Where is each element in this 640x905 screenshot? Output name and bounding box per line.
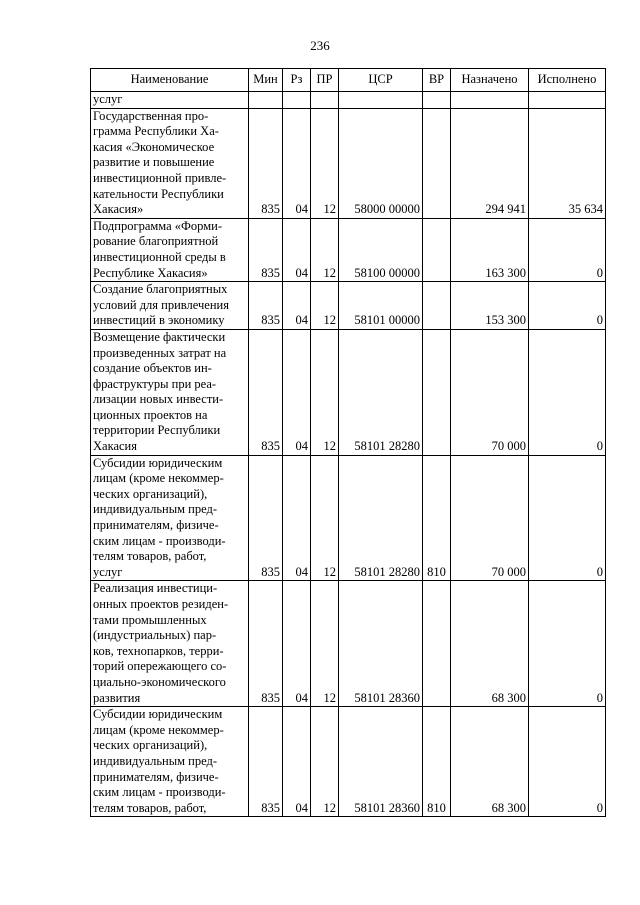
cell-pr: [311, 92, 339, 109]
cell-naznacheno: 70 000: [451, 329, 529, 455]
cell-naznacheno: 68 300: [451, 581, 529, 707]
cell-pr: 12: [311, 282, 339, 330]
cell-min: 835: [249, 108, 283, 218]
cell-csr: [339, 92, 423, 109]
cell-name: Подпрограмма «Форми- рование благоприятной инвестиционной среды в Республике Хакасия»: [91, 218, 249, 281]
cell-rz: 04: [283, 455, 311, 581]
cell-name: Субсидии юридическим лицам (кроме некоммер- ческих организаций), индивидуальным пред- принимателям, физиче- ским лицам - производи- телям товаров, работ,: [91, 707, 249, 817]
cell-rz: 04: [283, 108, 311, 218]
table-row: [91, 581, 606, 707]
cell-min: 835: [249, 581, 283, 707]
cell-pr: 12: [311, 455, 339, 581]
header-vr: ВР: [423, 69, 451, 92]
cell-min: 835: [249, 455, 283, 581]
cell-ispolneno: 0: [529, 707, 606, 817]
cell-naznacheno: [451, 92, 529, 109]
cell-pr: 12: [311, 108, 339, 218]
table-row: [91, 218, 606, 281]
cell-naznacheno: 68 300: [451, 707, 529, 817]
cell-vr: [423, 218, 451, 281]
cell-name: Создание благоприятных условий для привлечения инвестиций в экономику: [91, 282, 249, 330]
cell-min: 835: [249, 282, 283, 330]
table-row: [91, 108, 606, 218]
cell-name: Субсидии юридическим лицам (кроме некоммер- ческих организаций), индивидуальным пред- принимателям, физиче- ским лицам - производи- телям товаров, работ, услуг: [91, 455, 249, 581]
cell-vr: [423, 108, 451, 218]
cell-ispolneno: 0: [529, 282, 606, 330]
cell-ispolneno: [529, 92, 606, 109]
cell-name: услуг: [91, 92, 249, 109]
cell-pr: 12: [311, 581, 339, 707]
cell-naznacheno: 70 000: [451, 455, 529, 581]
cell-vr: [423, 329, 451, 455]
header-pr: ПР: [311, 69, 339, 92]
cell-ispolneno: 35 634: [529, 108, 606, 218]
cell-pr: 12: [311, 329, 339, 455]
cell-rz: 04: [283, 707, 311, 817]
cell-min: [249, 92, 283, 109]
cell-naznacheno: 163 300: [451, 218, 529, 281]
header-name: Наименование: [91, 69, 249, 92]
cell-min: 835: [249, 329, 283, 455]
page-number: 236: [310, 38, 330, 53]
cell-vr: [423, 92, 451, 109]
cell-vr: 810: [423, 707, 451, 817]
cell-ispolneno: 0: [529, 581, 606, 707]
cell-rz: 04: [283, 218, 311, 281]
cell-csr: 58101 00000: [339, 282, 423, 330]
cell-name: Государственная про- грамма Республики Ха- касия «Экономическое развитие и повышение инвестиционной привле- кательности Республики Хакасия»: [91, 108, 249, 218]
table-row: [91, 92, 606, 109]
cell-pr: 12: [311, 707, 339, 817]
cell-pr: 12: [311, 218, 339, 281]
cell-csr: 58101 28360: [339, 707, 423, 817]
table-header-row: [91, 69, 606, 92]
budget-table: [90, 68, 606, 817]
cell-name: Возмещение фактически произведенных затрат на создание объектов ин- фраструктуры при реа- лизации новых инвести- ционных проектов на территории Республики Хакасия: [91, 329, 249, 455]
cell-ispolneno: 0: [529, 329, 606, 455]
cell-naznacheno: 294 941: [451, 108, 529, 218]
cell-rz: 04: [283, 282, 311, 330]
cell-naznacheno: 153 300: [451, 282, 529, 330]
cell-ispolneno: 0: [529, 455, 606, 581]
cell-vr: [423, 581, 451, 707]
header-ispolneno: Исполнено: [529, 69, 606, 92]
cell-csr: 58101 28360: [339, 581, 423, 707]
table-row: [91, 455, 606, 581]
cell-rz: [283, 92, 311, 109]
cell-csr: 58101 28280: [339, 455, 423, 581]
header-csr: ЦСР: [339, 69, 423, 92]
cell-csr: 58000 00000: [339, 108, 423, 218]
cell-ispolneno: 0: [529, 218, 606, 281]
table-row: [91, 282, 606, 330]
cell-csr: 58101 28280: [339, 329, 423, 455]
cell-name: Реализация инвестици- онных проектов резиден- тами промышленных (индустриальных) пар- ков, технопарков, терри- торий опережающего со- циально-экономического развития: [91, 581, 249, 707]
cell-min: 835: [249, 218, 283, 281]
header-rz: Рз: [283, 69, 311, 92]
cell-vr: [423, 282, 451, 330]
table-row: [91, 329, 606, 455]
table-row: [91, 707, 606, 817]
header-naznacheno: Назначено: [451, 69, 529, 92]
cell-min: 835: [249, 707, 283, 817]
cell-rz: 04: [283, 329, 311, 455]
cell-csr: 58100 00000: [339, 218, 423, 281]
header-min: Мин: [249, 69, 283, 92]
cell-vr: 810: [423, 455, 451, 581]
cell-rz: 04: [283, 581, 311, 707]
